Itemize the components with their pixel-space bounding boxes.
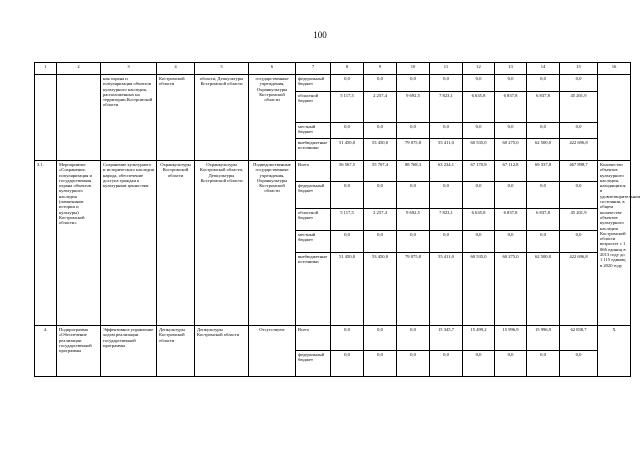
amount-cell: 0,0: [495, 75, 527, 92]
amount-cell: 5 117,5: [331, 209, 364, 231]
amount-cell: 0,0: [430, 351, 463, 377]
amount-cell: 0,0: [331, 182, 364, 209]
amount-cell: 0,0: [397, 231, 430, 253]
table-row: [35, 161, 631, 182]
program-name-cell: [57, 75, 101, 161]
funding-source-label: областной бюджет: [296, 92, 331, 123]
amount-cell: 0,0: [331, 75, 364, 92]
row-number-cell: 4.: [35, 326, 57, 377]
amount-cell: 6 837,8: [527, 209, 560, 231]
amount-cell: 0,0: [331, 351, 364, 377]
indicator-cell: [598, 75, 631, 161]
amount-cell: 55 411,0: [430, 253, 463, 326]
funding-source-label: областной бюджет: [296, 209, 331, 231]
funding-source-label: местный бюджет: [296, 123, 331, 139]
amount-cell: 6 837,8: [495, 209, 527, 231]
goal-cell: Сохранение культурного и исторического наследия народа, обеспечение доступа граждан к культурным ценностям: [101, 161, 157, 326]
amount-cell: 0,0: [364, 326, 397, 351]
amount-cell: 88 768,3: [397, 161, 430, 182]
coexecutor-cell: Охранкультуры Костромской области, Депкультуры Костромской области: [195, 161, 249, 326]
header-cell: 2: [57, 63, 101, 75]
indicator-cell: Количество объектов культурного наследия, находящихся в удовлетворительном состоянии, в общем количестве объектов культурного наследия Костромской области возрастет с 1 066 единиц в 2013 году до 1 115 единиц в 2020 году: [598, 161, 631, 326]
funding-source-label: федеральный бюджет: [296, 182, 331, 209]
amount-cell: 0,0: [430, 75, 463, 92]
amount-cell: 0,0: [560, 123, 598, 139]
funding-source-label: внебюджетные источники: [296, 253, 331, 326]
amount-cell: 0,0: [463, 75, 495, 92]
amount-cell: 15 996,9: [495, 326, 527, 351]
header-cell: 9: [364, 63, 397, 75]
amount-cell: 45 201,9: [560, 209, 598, 231]
amount-cell: 67 170,8: [463, 161, 495, 182]
amount-cell: 69 337,8: [527, 161, 560, 182]
amount-cell: 2 257,4: [364, 209, 397, 231]
header-cell: 11: [430, 63, 463, 75]
amount-cell: 56 567,5: [331, 161, 364, 182]
amount-cell: 0,0: [527, 75, 560, 92]
responsible-cell: Костромской области: [157, 75, 195, 161]
funding-source-label: местный бюджет: [296, 231, 331, 253]
amount-cell: 467 898,7: [560, 161, 598, 182]
amount-cell: 2 257,4: [364, 92, 397, 123]
amount-cell: 63 234,1: [430, 161, 463, 182]
header-cell: 5: [195, 63, 249, 75]
amount-cell: 6 837,8: [527, 92, 560, 123]
amount-cell: 0,0: [495, 123, 527, 139]
header-cell: 3: [101, 63, 157, 75]
amount-cell: 7 823,1: [430, 92, 463, 123]
goal-cell: Эффективное управление ходом реализации государственной программы: [101, 326, 157, 377]
responsible-cell: Охранкультуры Костромской области: [157, 161, 195, 326]
amount-cell: 0,0: [397, 326, 430, 351]
amount-cell: 6 635,8: [463, 92, 495, 123]
amount-cell: 5 117,5: [331, 92, 364, 123]
amount-cell: 0,0: [397, 182, 430, 209]
amount-cell: 0,0: [430, 123, 463, 139]
participant-cell: Подведомственные государственные учреждения, Охранкультуры Костромской области: [249, 161, 296, 326]
program-name-cell: Мероприятие «Сохранение, популяризация и государственная охрана объектов культурного наследия (памятников истории и культуры) Костромской области»: [57, 161, 101, 326]
amount-cell: 0,0: [397, 123, 430, 139]
amount-cell: 0,0: [364, 75, 397, 92]
amount-cell: 0,0: [495, 182, 527, 209]
header-cell: 15: [560, 63, 598, 75]
amount-cell: 79 075,8: [397, 253, 430, 326]
amount-cell: 0,0: [463, 123, 495, 139]
amount-cell: 60 275,0: [495, 139, 527, 161]
amount-cell: 0,0: [331, 123, 364, 139]
amount-cell: 67 112,8: [495, 161, 527, 182]
amount-cell: 15 996,9: [527, 326, 560, 351]
funding-source-label: Всего: [296, 326, 331, 351]
amount-cell: 60 275,0: [495, 253, 527, 326]
header-cell: 12: [463, 63, 495, 75]
amount-cell: 0,0: [331, 326, 364, 351]
amount-cell: 51 450,0: [331, 253, 364, 326]
header-cell: 14: [527, 63, 560, 75]
amount-cell: 0,0: [527, 123, 560, 139]
amount-cell: 422 696,8: [560, 253, 598, 326]
indicator-cell: X: [598, 326, 631, 377]
amount-cell: 79 075,8: [397, 139, 430, 161]
amount-cell: 0,0: [495, 351, 527, 377]
amount-cell: 6 635,8: [463, 209, 495, 231]
table-row: [35, 75, 631, 92]
header-cell: 7: [296, 63, 331, 75]
participant-cell: государственные учреждения, Охранкультуры Костромской области: [249, 75, 296, 161]
amount-cell: 0,0: [560, 231, 598, 253]
amount-cell: 0,0: [463, 231, 495, 253]
amount-cell: 0,0: [397, 75, 430, 92]
amount-cell: 55 707,4: [364, 161, 397, 182]
header-cell: 16: [598, 63, 631, 75]
header-cell: 10: [397, 63, 430, 75]
amount-cell: 0,0: [364, 351, 397, 377]
row-number-cell: 3.1.: [35, 161, 57, 326]
amount-cell: 0,0: [364, 123, 397, 139]
amount-cell: 53 450,0: [364, 139, 397, 161]
header-cell: 13: [495, 63, 527, 75]
amount-cell: 0,0: [364, 182, 397, 209]
amount-cell: 62 500,0: [527, 253, 560, 326]
header-cell: 1: [35, 63, 57, 75]
amount-cell: 0,0: [430, 182, 463, 209]
table-row: [35, 326, 631, 351]
amount-cell: 0,0: [560, 351, 598, 377]
goal-cell: ная охрана и популяризация объектов культурного наследия, расположенных на территории Костромской области: [101, 75, 157, 161]
participant-cell: Отсутствуют: [249, 326, 296, 377]
row-number-cell: [35, 75, 57, 161]
amount-cell: 0,0: [364, 231, 397, 253]
amount-cell: 15 499,2: [463, 326, 495, 351]
amount-cell: 15 345,7: [430, 326, 463, 351]
funding-source-label: внебюджетные источники: [296, 139, 331, 161]
coexecutor-cell: области, Депкультуры Костромской области: [195, 75, 249, 161]
amount-cell: 0,0: [463, 351, 495, 377]
amount-cell: 62 838,7: [560, 326, 598, 351]
amount-cell: 0,0: [463, 182, 495, 209]
amount-cell: 51 450,0: [331, 139, 364, 161]
amount-cell: 0,0: [560, 75, 598, 92]
amount-cell: 53 450,0: [364, 253, 397, 326]
amount-cell: 0,0: [527, 231, 560, 253]
amount-cell: 62 500,0: [527, 139, 560, 161]
header-cell: 4: [157, 63, 195, 75]
amount-cell: 55 411,0: [430, 139, 463, 161]
page-number: 100: [313, 30, 327, 40]
amount-cell: 60 535,0: [463, 139, 495, 161]
amount-cell: 0,0: [430, 231, 463, 253]
funding-source-label: Всего: [296, 161, 331, 182]
header-cell: 6: [249, 63, 296, 75]
header-row: [35, 63, 631, 75]
amount-cell: 0,0: [495, 231, 527, 253]
amount-cell: 45 201,9: [560, 92, 598, 123]
amount-cell: 0,0: [397, 351, 430, 377]
amount-cell: 0,0: [560, 182, 598, 209]
amount-cell: 0,0: [331, 231, 364, 253]
funding-source-label: федеральный бюджет: [296, 75, 331, 92]
header-cell: 8: [331, 63, 364, 75]
amount-cell: 9 692,5: [397, 92, 430, 123]
amount-cell: 0,0: [527, 182, 560, 209]
amount-cell: 9 692,5: [397, 209, 430, 231]
budget-table: [34, 62, 640, 377]
program-name-cell: Подпрограмма «Обеспечение реализации государственной программы: [57, 326, 101, 377]
responsible-cell: Депкультуры Костромской области: [157, 326, 195, 377]
amount-cell: 0,0: [527, 351, 560, 377]
funding-source-label: федеральный бюджет: [296, 351, 331, 377]
amount-cell: 6 837,8: [495, 92, 527, 123]
amount-cell: 60 535,0: [463, 253, 495, 326]
coexecutor-cell: Депкультуры Костромской области: [195, 326, 249, 377]
amount-cell: 7 823,1: [430, 209, 463, 231]
amount-cell: 422 696,8: [560, 139, 598, 161]
